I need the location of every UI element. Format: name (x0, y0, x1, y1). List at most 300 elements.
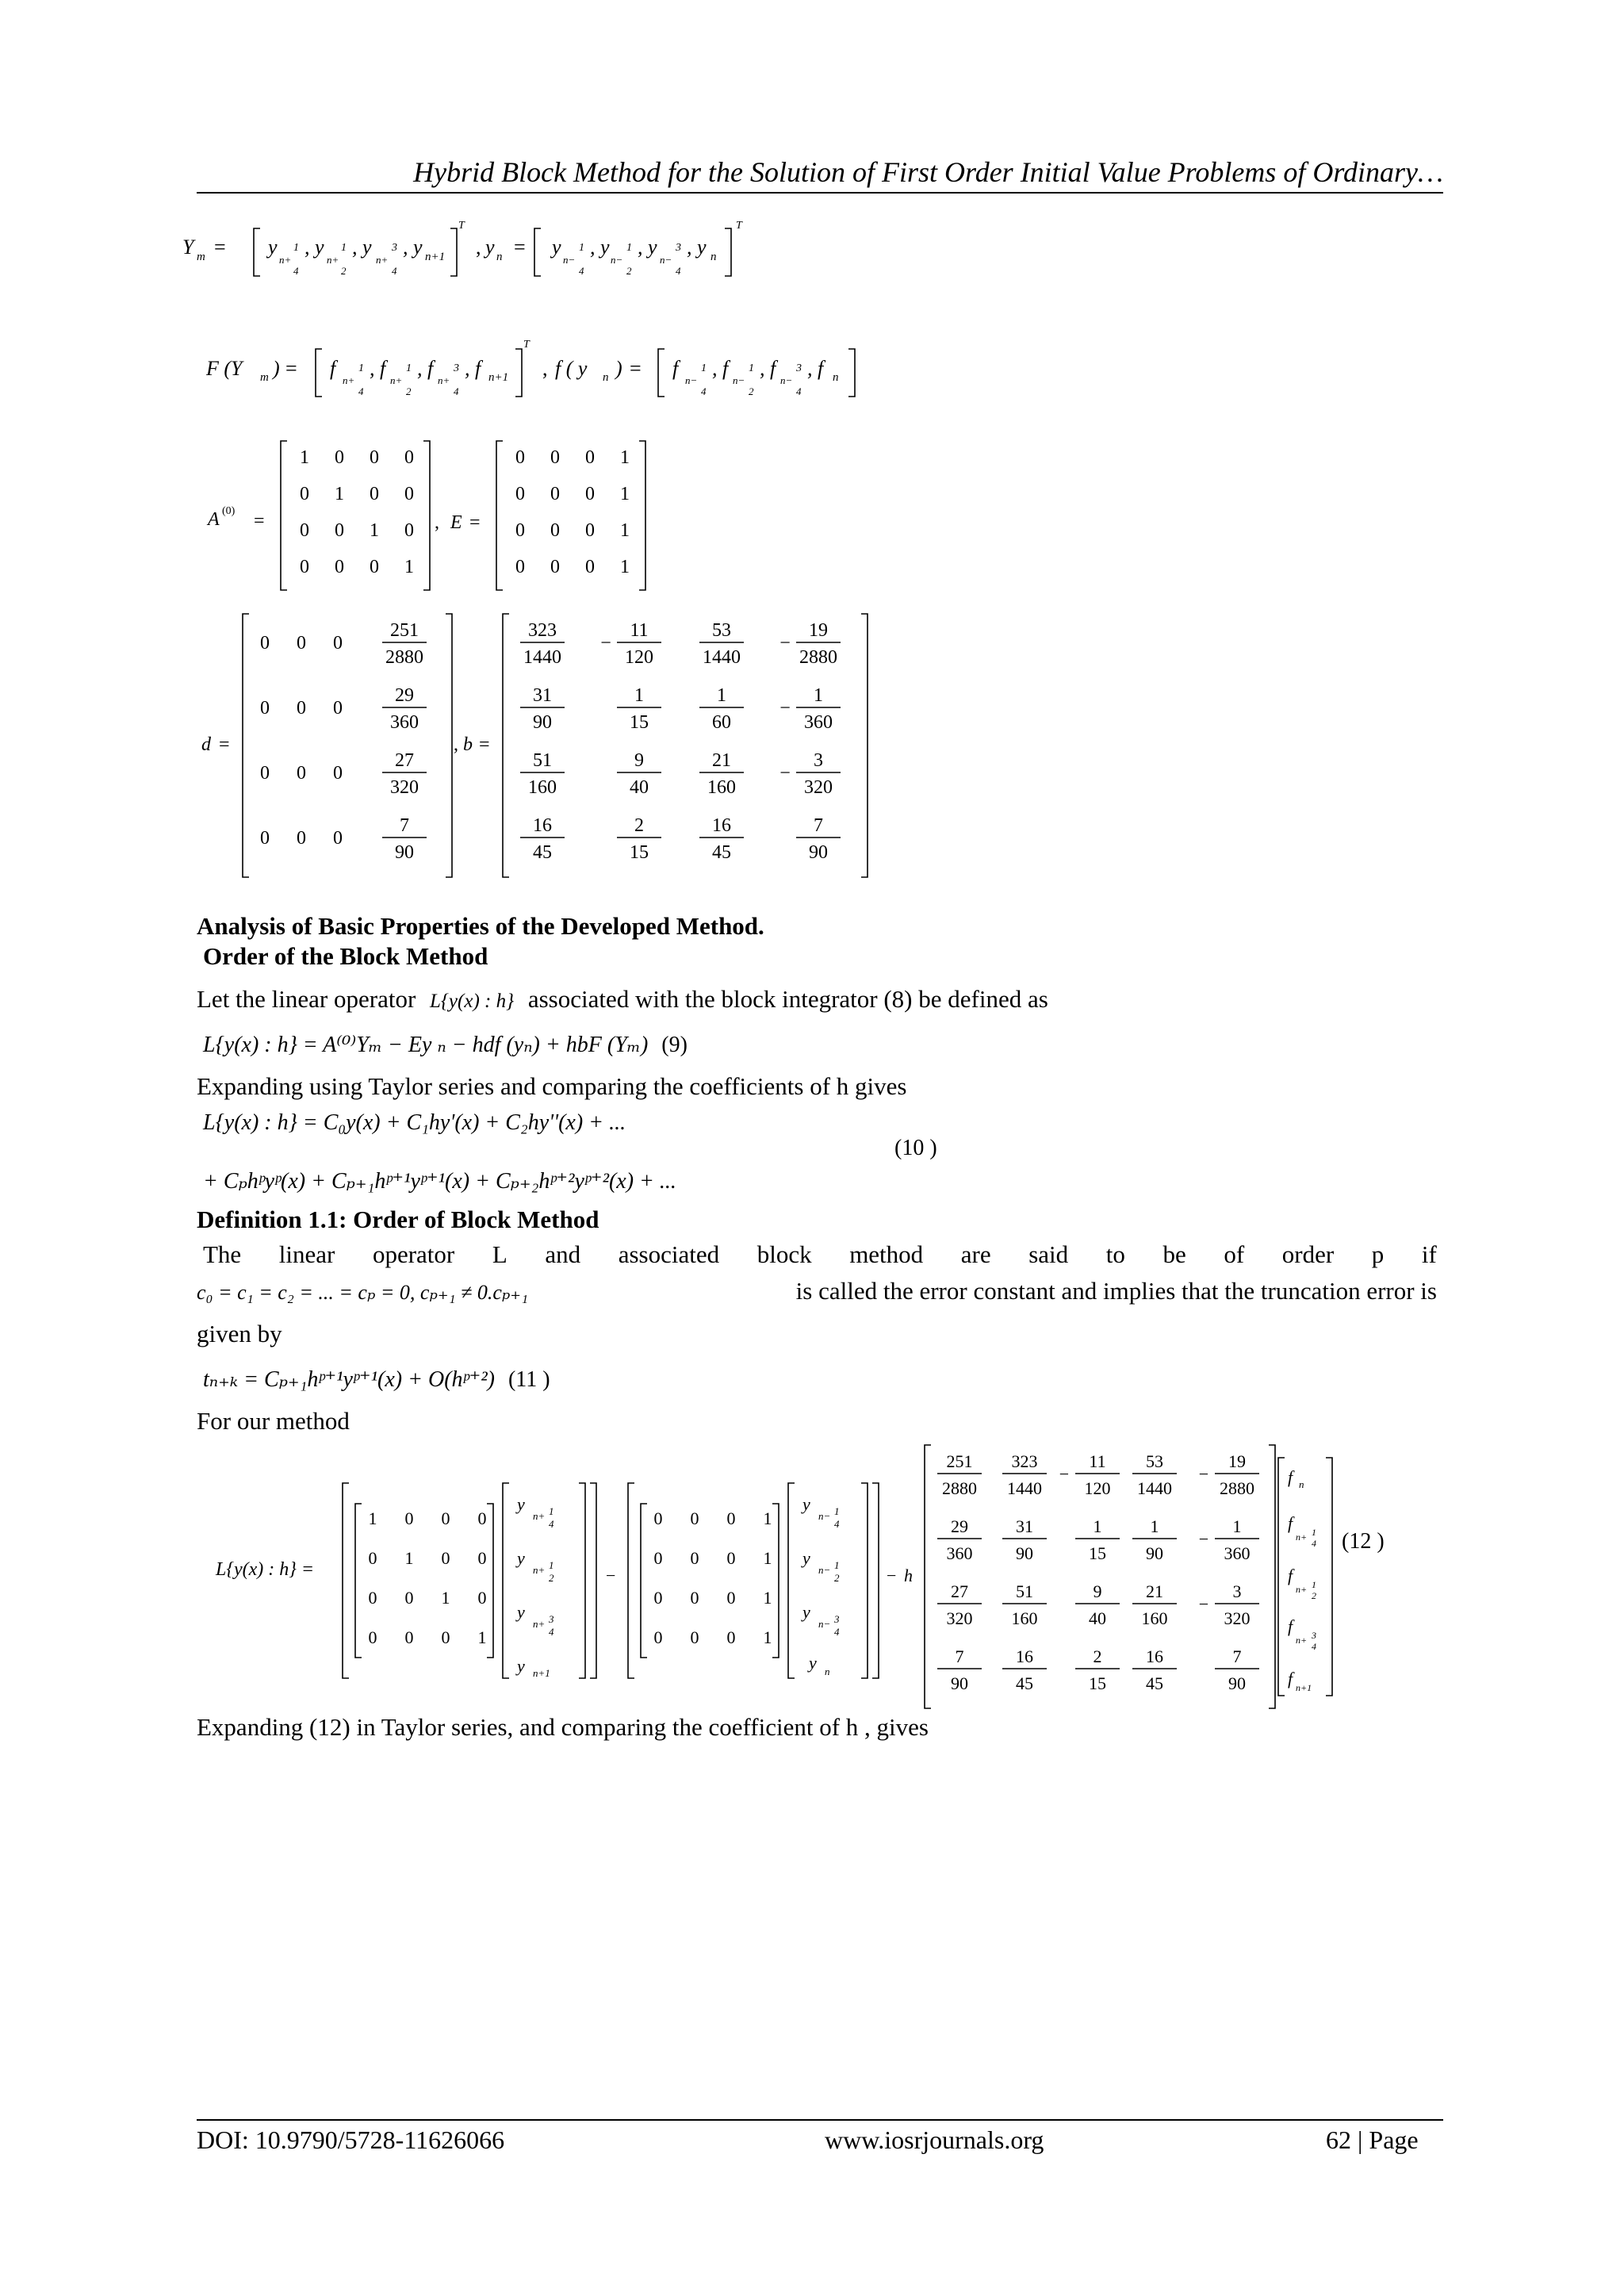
matrix-cell: 1 (441, 1588, 450, 1608)
svg-text:4: 4 (1312, 1538, 1316, 1549)
svg-text:1: 1 (701, 362, 707, 374)
matrix-cell-num: 16 (1146, 1646, 1163, 1666)
svg-text:y: y (552, 236, 561, 259)
running-header: Hybrid Block Method for the Solution of First Order Initial Value Problems of Ordinary… (413, 156, 1443, 188)
svg-text:4: 4 (676, 265, 681, 277)
footer-page: 62 | Page (1326, 2125, 1419, 2154)
matrix-cell-den: 160 (1141, 1608, 1168, 1628)
footer-rule (197, 2119, 1443, 2121)
svg-text:d: d (201, 734, 211, 755)
matrix-cell-num: 16 (712, 815, 731, 836)
svg-text:f: f (330, 357, 336, 380)
matrix-cell: 0 (726, 1588, 736, 1608)
matrix-cell: 0 (690, 1588, 699, 1608)
paragraph-taylor: Expanding using Taylor series and comparing the coefficients of h gives (197, 1072, 907, 1100)
matrix-cell: 0 (585, 447, 595, 468)
matrix-cell-den: 45 (533, 842, 552, 863)
svg-text:=: = (285, 357, 297, 380)
matrix-cell: 0 (297, 698, 306, 719)
matrix-cell-num: 1 (1232, 1516, 1242, 1536)
matrix-cell: 0 (260, 763, 270, 784)
definition-line2: c₀ = c₁ = c₂ = ... = cₚ = 0, cₚ₊₁ ≠ 0.cₚ₊₁ is called the error constant and implies that the truncation error is (197, 1277, 1437, 1305)
definition-word: said (1028, 1240, 1069, 1268)
eq12-a0-cells (369, 1508, 487, 1647)
matrix-cell-den: 45 (1016, 1673, 1033, 1693)
svg-text:, f: , f (417, 357, 434, 380)
svg-text:f: f (1288, 1513, 1293, 1533)
matrix-cell-den: 1440 (703, 647, 741, 668)
svg-text:, f: , f (465, 357, 481, 380)
svg-text:4: 4 (1312, 1641, 1316, 1652)
svg-text:n−: n− (660, 254, 672, 266)
svg-text:f: f (1288, 1566, 1293, 1585)
svg-text:n+: n+ (279, 254, 292, 266)
matrix-cell-den: 120 (1084, 1478, 1111, 1498)
svg-text:E: E (450, 512, 462, 533)
svg-text:T: T (458, 220, 465, 232)
section-heading: Analysis of Basic Properties of the Developed Method. (197, 912, 764, 940)
matrix-cell-sign: − (779, 763, 791, 784)
svg-text:n+1: n+1 (533, 1667, 550, 1679)
matrix-cell: 0 (370, 484, 379, 504)
svg-text:n−: n− (611, 254, 623, 266)
svg-text:n−: n− (563, 254, 576, 266)
matrix-cell: 0 (300, 520, 309, 541)
svg-text:T: T (523, 339, 530, 351)
svg-text:,: , (454, 734, 458, 755)
svg-text:n: n (1299, 1478, 1304, 1490)
matrix-cell: 0 (585, 520, 595, 541)
definition-heading: Definition 1.1: Order of Block Method (197, 1205, 599, 1233)
matrix-cell-den: 360 (1224, 1543, 1251, 1563)
matrix-cell-num: 53 (712, 620, 731, 641)
matrix-cell: 0 (726, 1508, 736, 1528)
svg-text:1: 1 (358, 362, 364, 374)
svg-text:, y: , y (352, 236, 372, 259)
matrix-cell: 0 (690, 1627, 699, 1647)
matrix-cell: 0 (653, 1588, 663, 1608)
svg-text:4: 4 (549, 1626, 554, 1638)
matrix-cell-num: 2 (1093, 1646, 1102, 1666)
matrix-cell-den: 160 (707, 777, 736, 798)
matrix-cell: 1 (763, 1627, 772, 1647)
svg-text:y: y (802, 1494, 810, 1514)
matrix-cell-num: 53 (1146, 1451, 1163, 1471)
definition-word: method (849, 1240, 924, 1268)
svg-text:b: b (463, 734, 473, 755)
matrix-cell: 0 (335, 520, 344, 541)
svg-text:n: n (833, 371, 839, 384)
yn-symbol: y (485, 236, 495, 259)
matrix-cell-den: 2880 (1220, 1478, 1254, 1498)
svg-text:, y: , y (590, 236, 610, 259)
matrix-cell-num: 7 (1232, 1646, 1242, 1666)
svg-text:=: = (479, 734, 490, 755)
svg-text:n+: n+ (1296, 1635, 1308, 1646)
svg-text:): ) (273, 357, 280, 380)
matrix-cell-den: 15 (630, 712, 649, 733)
svg-text:f: f (1288, 1467, 1293, 1487)
matrix-cell-den: 360 (804, 712, 833, 733)
matrix-cell: 0 (726, 1548, 736, 1568)
svg-text:3: 3 (834, 1613, 840, 1625)
svg-text:2: 2 (1312, 1590, 1316, 1601)
matrix-cell: 0 (333, 698, 343, 719)
matrix-cell-num: 27 (395, 750, 414, 771)
svg-text:4: 4 (579, 265, 584, 277)
matrix-cell-num: 7 (814, 815, 823, 836)
definition-word: of (1224, 1240, 1245, 1268)
svg-text:, f: , f (370, 357, 386, 380)
matrix-cell-sign: − (1198, 1464, 1209, 1484)
equation-10-number: (10 ) (894, 1136, 937, 1160)
matrix-cell: 0 (404, 1588, 414, 1608)
svg-text:, f: , f (712, 357, 729, 380)
svg-text:y: y (517, 1548, 525, 1568)
equation-10-line1: L{y(x) : h} = C₀y(x) + C₁hy'(x) + C₂hy''(x) + ... (203, 1110, 626, 1135)
matrix-cell: 0 (515, 447, 525, 468)
svg-text:4: 4 (701, 385, 707, 397)
matrix-cell-den: 320 (390, 777, 419, 798)
svg-text:y: y (268, 236, 278, 259)
svg-text:2: 2 (406, 385, 412, 397)
a0-matrix-cells (300, 447, 414, 577)
matrix-cell: 0 (726, 1627, 736, 1647)
svg-text:4: 4 (454, 385, 459, 397)
matrix-cell: 0 (550, 557, 560, 577)
matrix-cell: 0 (404, 1508, 414, 1528)
paragraph-for-our-method: For our method (197, 1407, 350, 1435)
matrix-cell: 0 (333, 633, 343, 654)
matrix-cell: 0 (335, 447, 344, 468)
matrix-cell-num: 21 (1146, 1581, 1163, 1601)
svg-text:n+: n+ (533, 1510, 546, 1522)
matrix-cell-den: 160 (528, 777, 557, 798)
definition-word: associated (618, 1240, 720, 1268)
svg-text:y: y (802, 1548, 810, 1568)
svg-text:n−: n− (818, 1510, 831, 1522)
svg-text:1: 1 (1312, 1579, 1316, 1590)
operator-inline: L{y(x) : h} (430, 991, 515, 1012)
svg-text:=: = (214, 236, 226, 259)
svg-text:): ) (615, 357, 622, 380)
matrix-cell: 0 (550, 484, 560, 504)
matrix-cell: 0 (333, 828, 343, 849)
svg-text:n: n (603, 371, 609, 384)
svg-text:n+1: n+1 (1296, 1682, 1312, 1693)
matrix-cell: 0 (477, 1588, 487, 1608)
svg-text:4: 4 (549, 1518, 554, 1530)
definition-word: to (1105, 1240, 1125, 1268)
equation-12 (206, 1442, 1475, 1711)
matrix-cell: 0 (300, 484, 309, 504)
svg-text:, y: , y (304, 236, 324, 259)
svg-text:3: 3 (392, 242, 397, 254)
matrix-cell-num: 29 (951, 1516, 968, 1536)
matrix-cell-den: 90 (395, 842, 414, 863)
matrix-cell: 0 (585, 484, 595, 504)
matrix-cell-den: 160 (1011, 1608, 1038, 1628)
definition-word: are (960, 1240, 991, 1268)
matrix-cell: 0 (368, 1627, 377, 1647)
matrix-cell-num: 51 (1016, 1581, 1033, 1601)
svg-text:=: = (630, 357, 642, 380)
svg-text:n+: n+ (1296, 1584, 1308, 1595)
matrix-cell: 0 (690, 1548, 699, 1568)
ym-symbol: Y (182, 236, 194, 259)
svg-text:L{y(x) : h} =: L{y(x) : h} = (216, 1559, 315, 1580)
matrix-cell-num: 1 (634, 685, 644, 706)
svg-text:1: 1 (406, 362, 412, 374)
matrix-cell-num: 7 (400, 815, 409, 836)
matrix-cell: 0 (300, 557, 309, 577)
svg-text:=: = (514, 236, 526, 259)
matrix-cell: 1 (620, 520, 630, 541)
matrix-cell: 0 (404, 447, 414, 468)
matrix-cell-den: 2880 (942, 1478, 977, 1498)
definition-word: linear (278, 1240, 335, 1268)
matrix-cell-num: 3 (814, 750, 823, 771)
matrix-cell: 0 (690, 1508, 699, 1528)
definition-word: L (492, 1240, 508, 1268)
svg-text:n+: n+ (533, 1564, 546, 1576)
matrix-cell: 1 (763, 1548, 772, 1568)
footer-site[interactable]: www.iosrjournals.org (825, 2125, 1044, 2154)
svg-text:−: − (606, 1566, 616, 1585)
matrix-cell-den: 45 (1146, 1673, 1163, 1693)
svg-text:f: f (672, 357, 679, 380)
svg-text:y: y (517, 1602, 525, 1622)
matrix-cell-den: 60 (712, 712, 731, 733)
svg-text:4: 4 (392, 265, 397, 277)
matrix-cell: 0 (515, 520, 525, 541)
svg-text:n+: n+ (438, 374, 450, 386)
svg-text:3: 3 (1312, 1630, 1316, 1641)
svg-text:2: 2 (549, 1572, 554, 1584)
matrix-cell-num: 1 (1093, 1516, 1102, 1536)
matrix-cell-num: 9 (634, 750, 644, 771)
matrix-cell: 0 (404, 1627, 414, 1647)
e-matrix-cells (515, 447, 630, 577)
matrix-cell: 1 (300, 447, 309, 468)
svg-text:1: 1 (293, 242, 299, 254)
svg-text:1: 1 (1312, 1527, 1316, 1538)
matrix-cell: 1 (368, 1508, 377, 1528)
svg-text:2: 2 (834, 1572, 840, 1584)
svg-text:, y: , y (687, 236, 707, 259)
svg-text:3: 3 (454, 362, 459, 374)
matrix-cell-den: 15 (1089, 1673, 1106, 1693)
eq12-e-cells (654, 1508, 772, 1647)
matrix-cell: 0 (297, 763, 306, 784)
definition-word: The (203, 1240, 242, 1268)
f-ym-definition (174, 332, 1047, 427)
matrix-cell-num: 323 (528, 620, 557, 641)
matrix-cell: 0 (550, 447, 560, 468)
b-matrix-cells (520, 620, 841, 863)
d-matrix-cells (260, 620, 427, 863)
definition-word: block (756, 1240, 812, 1268)
matrix-cell: 0 (585, 557, 595, 577)
matrix-cell-sign: − (1059, 1464, 1070, 1484)
a0-e-matrices (198, 438, 753, 596)
svg-text:n−: n− (818, 1618, 831, 1630)
svg-text:n+: n+ (327, 254, 339, 266)
matrix-cell-num: 251 (390, 620, 419, 641)
matrix-cell: 0 (515, 484, 525, 504)
matrix-cell-den: 320 (1224, 1608, 1251, 1628)
svg-text:A: A (208, 509, 220, 530)
matrix-cell-den: 90 (533, 712, 552, 733)
order-condition: c₀ = c₁ = c₂ = ... = cₚ = 0, cₚ₊₁ ≠ 0.cₚ₊₁ (197, 1281, 529, 1304)
matrix-cell-den: 90 (809, 842, 828, 863)
matrix-cell-num: 29 (395, 685, 414, 706)
definition-word: p (1371, 1240, 1385, 1268)
svg-text:n: n (825, 1665, 830, 1677)
matrix-cell-num: 31 (533, 685, 552, 706)
matrix-cell-num: 27 (951, 1581, 968, 1601)
matrix-cell-den: 320 (946, 1608, 973, 1628)
matrix-cell-sign: − (1198, 1594, 1209, 1614)
matrix-cell-num: 3 (1232, 1581, 1242, 1601)
matrix-cell: 0 (370, 557, 379, 577)
matrix-cell-num: 51 (533, 750, 552, 771)
matrix-cell: 1 (370, 520, 379, 541)
matrix-cell-den: 90 (1228, 1673, 1246, 1693)
svg-text:n: n (496, 251, 503, 263)
matrix-cell: 0 (477, 1508, 487, 1528)
footer-doi: DOI: 10.9790/5728-11626066 (197, 2125, 505, 2154)
definition-line3: given by (197, 1320, 282, 1347)
matrix-cell-den: 90 (951, 1673, 968, 1693)
equation-11: tₙ₊ₖ = Cₚ₊₁hᵖ⁺¹yᵖ⁺¹(x) + O(hᵖ⁺²) (11 ) (203, 1367, 550, 1392)
matrix-cell: 0 (441, 1548, 450, 1568)
matrix-cell-den: 40 (630, 777, 649, 798)
matrix-cell: 1 (620, 447, 630, 468)
svg-text:2: 2 (341, 265, 347, 277)
svg-text:f: f (1288, 1616, 1293, 1636)
svg-text:1: 1 (626, 242, 632, 254)
svg-text:4: 4 (796, 385, 802, 397)
matrix-cell-num: 1 (717, 685, 726, 706)
matrix-cell-den: 15 (1089, 1543, 1106, 1563)
matrix-cell: 0 (333, 763, 343, 784)
matrix-cell-num: 1 (1150, 1516, 1159, 1536)
matrix-cell-num: 21 (712, 750, 731, 771)
svg-text:,: , (435, 512, 439, 533)
matrix-cell-den: 90 (1146, 1543, 1163, 1563)
matrix-cell: 0 (653, 1627, 663, 1647)
svg-text:1: 1 (549, 1559, 554, 1571)
matrix-cell: 0 (404, 484, 414, 504)
svg-text:1: 1 (834, 1505, 840, 1517)
matrix-cell-num: 2 (634, 815, 644, 836)
equation-10-line2: + Cₚhᵖyᵖ(x) + Cₚ₊₁hᵖ⁺¹yᵖ⁺¹(x) + Cₚ₊₂hᵖ⁺²yᵖ⁺²(x) + ... (203, 1169, 676, 1194)
paragraph-intro: Let the linear operator L{y(x) : h} associated with the block integrator (8) be defined as (197, 985, 1048, 1013)
matrix-cell-den: 90 (1016, 1543, 1033, 1563)
header-rule (197, 192, 1443, 194)
svg-text:3: 3 (676, 242, 681, 254)
svg-text:, f: , f (807, 357, 824, 380)
svg-text:m: m (260, 371, 269, 384)
subsection-heading: Order of the Block Method (203, 942, 488, 970)
svg-text:(12 ): (12 ) (1342, 1529, 1385, 1554)
svg-text:n+: n+ (1296, 1531, 1308, 1543)
svg-text:(0): (0) (222, 505, 236, 517)
svg-text:y: y (809, 1653, 817, 1673)
definition-line1 (203, 1240, 1437, 1269)
matrix-cell-num: 31 (1016, 1516, 1033, 1536)
matrix-cell: 0 (370, 447, 379, 468)
svg-text:n+: n+ (376, 254, 389, 266)
matrix-cell: 0 (550, 520, 560, 541)
matrix-cell: 0 (441, 1627, 450, 1647)
svg-text:=: = (469, 512, 481, 533)
svg-text:, f: , f (760, 357, 776, 380)
matrix-cell-num: 16 (1016, 1646, 1033, 1666)
matrix-cell-den: 1440 (1137, 1478, 1172, 1498)
matrix-cell: 0 (368, 1588, 377, 1608)
matrix-cell-sign: − (779, 633, 791, 654)
svg-text:T: T (736, 220, 742, 232)
d-b-matrices (198, 611, 991, 880)
matrix-cell-num: 11 (1089, 1451, 1106, 1471)
svg-text:n+: n+ (533, 1618, 546, 1630)
svg-text:4: 4 (834, 1518, 840, 1530)
svg-text:n−: n− (818, 1564, 831, 1576)
matrix-cell-den: 320 (804, 777, 833, 798)
definition-word: order (1281, 1240, 1335, 1268)
svg-text:2: 2 (749, 385, 754, 397)
svg-text:n+: n+ (390, 374, 403, 386)
svg-text:F (Y: F (Y (206, 357, 243, 380)
matrix-cell: 0 (260, 698, 270, 719)
svg-text:1: 1 (579, 242, 584, 254)
matrix-cell-num: 251 (946, 1451, 973, 1471)
svg-text:2: 2 (626, 265, 632, 277)
matrix-cell: 0 (368, 1548, 377, 1568)
svg-text:,: , (542, 357, 548, 380)
matrix-cell-num: 1 (814, 685, 823, 706)
matrix-cell-sign: − (600, 633, 611, 654)
matrix-cell-den: 2880 (385, 647, 423, 668)
svg-text:=: = (254, 511, 265, 531)
matrix-cell-num: 16 (533, 815, 552, 836)
matrix-cell: 1 (335, 484, 344, 504)
svg-text:3: 3 (549, 1613, 554, 1625)
svg-text:f ( y: f ( y (555, 357, 588, 380)
svg-text:y: y (802, 1602, 810, 1622)
svg-text:,: , (476, 236, 481, 259)
svg-text:1: 1 (341, 242, 347, 254)
matrix-cell: 0 (441, 1508, 450, 1528)
matrix-cell-num: 19 (809, 620, 828, 641)
matrix-cell: 1 (620, 557, 630, 577)
matrix-cell-num: 7 (955, 1646, 964, 1666)
matrix-cell: 0 (515, 557, 525, 577)
matrix-cell-den: 360 (946, 1543, 973, 1563)
svg-text:n−: n− (685, 374, 698, 386)
matrix-cell-num: 19 (1228, 1451, 1246, 1471)
svg-text:n−: n− (733, 374, 745, 386)
svg-text:f: f (1288, 1669, 1293, 1688)
ym-yn-definition (174, 214, 967, 317)
matrix-cell-den: 15 (630, 842, 649, 863)
svg-text:m: m (197, 251, 205, 263)
matrix-cell: 0 (404, 520, 414, 541)
matrix-cell: 1 (477, 1627, 487, 1647)
matrix-cell: 0 (653, 1508, 663, 1528)
